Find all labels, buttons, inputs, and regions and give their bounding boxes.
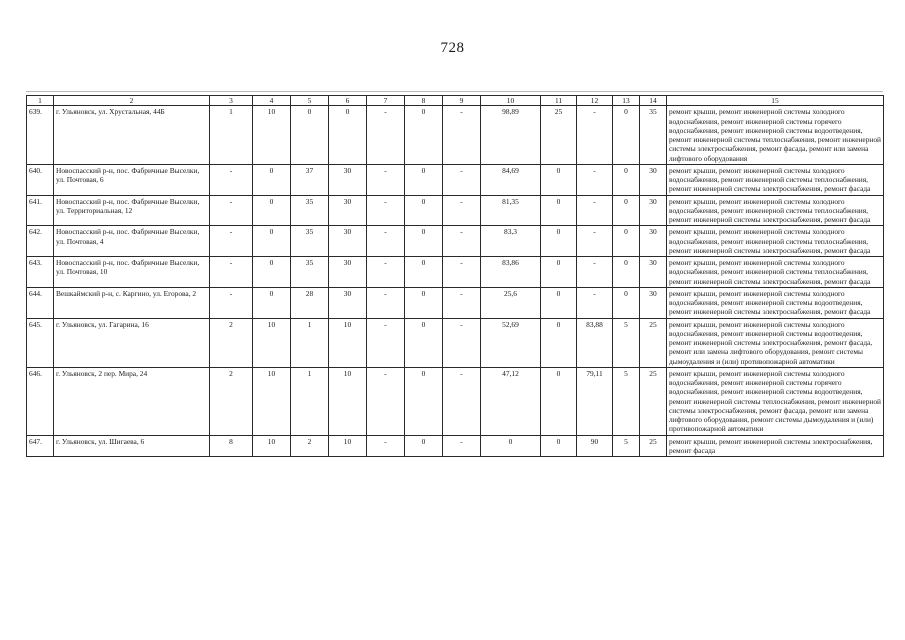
cell-value: 83,88 xyxy=(577,318,613,367)
column-header: 6 xyxy=(329,96,367,106)
cell-value: - xyxy=(443,226,481,257)
cell-value: - xyxy=(367,164,405,195)
cell-value: - xyxy=(210,287,253,318)
column-header: 15 xyxy=(667,96,884,106)
cell-value: 5 xyxy=(613,367,640,435)
cell-value: 2 xyxy=(291,435,329,457)
address-cell: г. Ульяновск, ул. Гагарина, 16 xyxy=(54,318,210,367)
cell-value: 0 xyxy=(253,226,291,257)
cell-value: 30 xyxy=(640,195,667,226)
row-number: 639. xyxy=(27,106,54,165)
cell-value: 0 xyxy=(481,435,541,457)
cell-value: 10 xyxy=(329,318,367,367)
row-number: 641. xyxy=(27,195,54,226)
column-header: 13 xyxy=(613,96,640,106)
cell-value: - xyxy=(577,287,613,318)
column-header: 3 xyxy=(210,96,253,106)
works-cell: ремонт крыши, ремонт инженерной системы холодного водоснабжения, ремонт инженерной системы водоотведения, ремонт инженерной системы электроснабжения, ремонт фасада xyxy=(667,287,884,318)
cell-value: - xyxy=(210,195,253,226)
cell-value: 0 xyxy=(405,435,443,457)
cell-value: 8 xyxy=(210,435,253,457)
cell-value: 0 xyxy=(405,367,443,435)
cell-value: 0 xyxy=(405,195,443,226)
works-cell: ремонт крыши, ремонт инженерной системы холодного водоснабжения, ремонт инженерной системы водоотведения, ремонт инженерной системы электроснабжения, ремонт фасада, ремонт или замена лифтового оборудования, ремонт системы дымоудаления и (или) противопожарной автоматики xyxy=(667,318,884,367)
column-header: 1 xyxy=(27,96,54,106)
cell-value: 25 xyxy=(640,435,667,457)
cell-value: - xyxy=(443,257,481,288)
cell-value: 30 xyxy=(329,257,367,288)
address-cell: г. Ульяновск, ул. Шигаева, 6 xyxy=(54,435,210,457)
row-number: 642. xyxy=(27,226,54,257)
table-row xyxy=(27,195,884,226)
cell-value: - xyxy=(367,106,405,165)
cell-value: 0 xyxy=(541,287,577,318)
cell-value: 0 xyxy=(541,367,577,435)
cell-value: - xyxy=(210,257,253,288)
cell-value: - xyxy=(577,106,613,165)
address-cell: г. Ульяновск, ул. Хрустальная, 44Б xyxy=(54,106,210,165)
cell-value: 35 xyxy=(291,257,329,288)
cell-value: - xyxy=(210,226,253,257)
cell-value: - xyxy=(367,367,405,435)
cell-value: - xyxy=(367,318,405,367)
cell-value: - xyxy=(367,435,405,457)
cell-value: 1 xyxy=(291,318,329,367)
cell-value: - xyxy=(577,195,613,226)
cell-value: 47,12 xyxy=(481,367,541,435)
cell-value: 25 xyxy=(541,106,577,165)
cell-value: - xyxy=(210,164,253,195)
column-header: 14 xyxy=(640,96,667,106)
cell-value: 52,69 xyxy=(481,318,541,367)
cell-value: - xyxy=(367,257,405,288)
table-row xyxy=(27,226,884,257)
works-cell: ремонт крыши, ремонт инженерной системы электроснабжения, ремонт фасада xyxy=(667,435,884,457)
works-cell: ремонт крыши, ремонт инженерной системы холодного водоснабжения, ремонт инженерной системы теплоснабжения, ремонт инженерной системы электроснабжения, ремонт фасада xyxy=(667,257,884,288)
cell-value: 0 xyxy=(405,257,443,288)
top-rule xyxy=(26,91,883,92)
column-header: 11 xyxy=(541,96,577,106)
cell-value: 79,11 xyxy=(577,367,613,435)
cell-value: 0 xyxy=(405,226,443,257)
row-number: 645. xyxy=(27,318,54,367)
works-cell: ремонт крыши, ремонт инженерной системы холодного водоснабжения, ремонт инженерной системы теплоснабжения, ремонт инженерной системы электроснабжения, ремонт фасада xyxy=(667,164,884,195)
cell-value: 84,69 xyxy=(481,164,541,195)
cell-value: 0 xyxy=(541,195,577,226)
cell-value: 90 xyxy=(577,435,613,457)
cell-value: 35 xyxy=(291,195,329,226)
cell-value: 10 xyxy=(253,106,291,165)
cell-value: - xyxy=(577,257,613,288)
column-header: 12 xyxy=(577,96,613,106)
cell-value: - xyxy=(367,195,405,226)
cell-value: 5 xyxy=(613,435,640,457)
works-cell: ремонт крыши, ремонт инженерной системы холодного водоснабжения, ремонт инженерной системы горячего водоснабжения, ремонт инженерной системы водоотведения, ремонт инженерной системы теплоснабжения, ремонт инженерной системы электроснабжения, ремонт фасада, ремонт или замена лифтового оборудования, ремонт системы дымоудаления и (или) противопожарной автоматики xyxy=(667,367,884,435)
address-cell: Новоспасский р-н, пос. Фабричные Выселки, ул. Почтовая, 4 xyxy=(54,226,210,257)
row-number: 644. xyxy=(27,287,54,318)
works-cell: ремонт крыши, ремонт инженерной системы холодного водоснабжения, ремонт инженерной системы горячего водоснабжения, ремонт инженерной системы водоотведения, ремонт инженерной системы теплоснабжения, ремонт инженерной системы электроснабжения, ремонт фасада, ремонт или замена лифтового оборудования xyxy=(667,106,884,165)
cell-value: - xyxy=(443,106,481,165)
table-row xyxy=(27,257,884,288)
table-row xyxy=(27,435,884,457)
cell-value: 10 xyxy=(253,318,291,367)
cell-value: 1 xyxy=(291,367,329,435)
column-header: 7 xyxy=(367,96,405,106)
column-header: 5 xyxy=(291,96,329,106)
address-cell: Новоспасский р-н, пос. Фабричные Выселки, ул. Почтовая, 10 xyxy=(54,257,210,288)
row-number: 640. xyxy=(27,164,54,195)
cell-value: 83,3 xyxy=(481,226,541,257)
address-cell: Вешкаймский р-н, с. Каргино, ул. Егорова, 2 xyxy=(54,287,210,318)
cell-value: 28 xyxy=(291,287,329,318)
row-number: 646. xyxy=(27,367,54,435)
cell-value: - xyxy=(577,226,613,257)
page-number: 728 xyxy=(440,40,465,56)
cell-value: - xyxy=(443,287,481,318)
column-header: 10 xyxy=(481,96,541,106)
cell-value: - xyxy=(443,195,481,226)
cell-value: 0 xyxy=(613,287,640,318)
cell-value: 35 xyxy=(291,226,329,257)
cell-value: 30 xyxy=(640,164,667,195)
cell-value: - xyxy=(443,318,481,367)
cell-value: 30 xyxy=(329,195,367,226)
cell-value: 0 xyxy=(541,164,577,195)
table-row xyxy=(27,106,884,165)
cell-value: 25,6 xyxy=(481,287,541,318)
cell-value: 10 xyxy=(329,435,367,457)
cell-value: 0 xyxy=(253,287,291,318)
cell-value: 10 xyxy=(329,367,367,435)
address-cell: Новоспасский р-н, пос. Фабричные Выселки, ул. Территориальная, 12 xyxy=(54,195,210,226)
cell-value: - xyxy=(577,164,613,195)
column-header: 9 xyxy=(443,96,481,106)
table-body xyxy=(27,106,884,457)
cell-value: 0 xyxy=(253,164,291,195)
cell-value: 2 xyxy=(210,367,253,435)
column-header: 2 xyxy=(54,96,210,106)
cell-value: 0 xyxy=(405,164,443,195)
cell-value: 83,86 xyxy=(481,257,541,288)
table-row xyxy=(27,287,884,318)
cell-value: 0 xyxy=(329,106,367,165)
cell-value: 0 xyxy=(253,195,291,226)
works-cell: ремонт крыши, ремонт инженерной системы холодного водоснабжения, ремонт инженерной системы теплоснабжения, ремонт инженерной системы электроснабжения, ремонт фасада xyxy=(667,226,884,257)
table-row xyxy=(27,164,884,195)
cell-value: 0 xyxy=(541,435,577,457)
cell-value: - xyxy=(367,226,405,257)
cell-value: 30 xyxy=(329,287,367,318)
cell-value: 0 xyxy=(405,287,443,318)
works-cell: ремонт крыши, ремонт инженерной системы холодного водоснабжения, ремонт инженерной системы теплоснабжения, ремонт инженерной системы электроснабжения, ремонт фасада xyxy=(667,195,884,226)
cell-value: 0 xyxy=(613,195,640,226)
column-header: 4 xyxy=(253,96,291,106)
cell-value: - xyxy=(443,435,481,457)
cell-value: 0 xyxy=(405,318,443,367)
column-header: 8 xyxy=(405,96,443,106)
cell-value: 10 xyxy=(253,367,291,435)
cell-value: 30 xyxy=(640,287,667,318)
cell-value: - xyxy=(443,164,481,195)
address-cell: г. Ульяновск, 2 пер. Мира, 24 xyxy=(54,367,210,435)
cell-value: - xyxy=(443,367,481,435)
repair-register-table xyxy=(26,95,884,457)
cell-value: 0 xyxy=(613,257,640,288)
row-number: 647. xyxy=(27,435,54,457)
cell-value: 98,89 xyxy=(481,106,541,165)
cell-value: 0 xyxy=(541,257,577,288)
table-row xyxy=(27,367,884,435)
table-row xyxy=(27,318,884,367)
cell-value: 35 xyxy=(640,106,667,165)
cell-value: 0 xyxy=(613,226,640,257)
cell-value: 0 xyxy=(541,226,577,257)
cell-value: 0 xyxy=(613,164,640,195)
cell-value: 0 xyxy=(405,106,443,165)
cell-value: 30 xyxy=(329,164,367,195)
address-cell: Новоспасский р-н, пос. Фабричные Выселки, ул. Почтовая, 6 xyxy=(54,164,210,195)
cell-value: 2 xyxy=(210,318,253,367)
cell-value: 37 xyxy=(291,164,329,195)
cell-value: 81,35 xyxy=(481,195,541,226)
cell-value: 30 xyxy=(329,226,367,257)
header-row xyxy=(27,96,884,106)
cell-value: 5 xyxy=(613,318,640,367)
row-number: 643. xyxy=(27,257,54,288)
cell-value: 0 xyxy=(541,318,577,367)
cell-value: 1 xyxy=(210,106,253,165)
cell-value: 10 xyxy=(253,435,291,457)
cell-value: 0 xyxy=(613,106,640,165)
cell-value: 30 xyxy=(640,257,667,288)
cell-value: 25 xyxy=(640,318,667,367)
cell-value: 30 xyxy=(640,226,667,257)
cell-value: 0 xyxy=(291,106,329,165)
cell-value: - xyxy=(367,287,405,318)
cell-value: 0 xyxy=(253,257,291,288)
cell-value: 25 xyxy=(640,367,667,435)
